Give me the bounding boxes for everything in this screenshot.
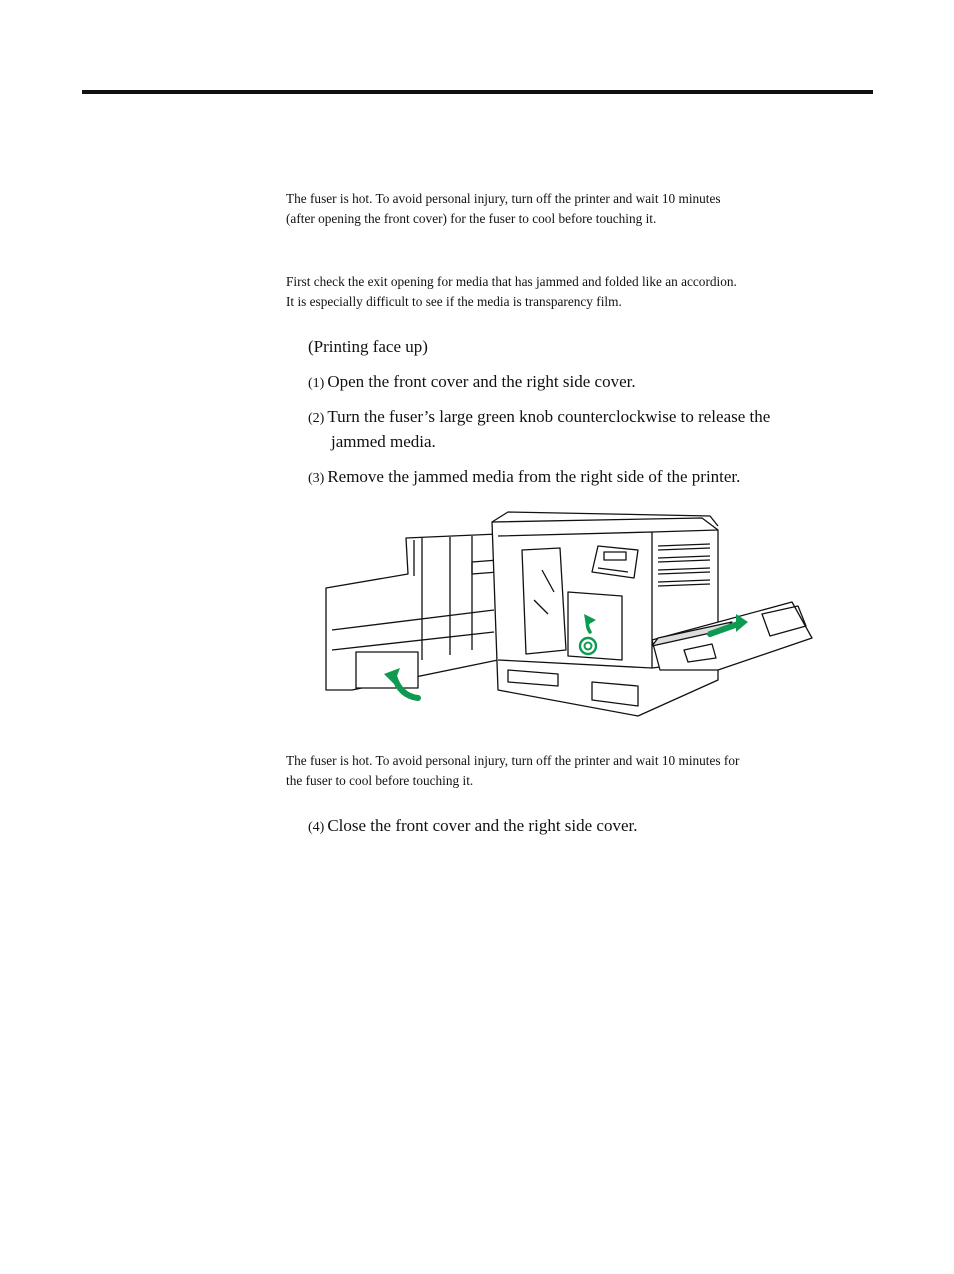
section-heading: (Printing face up) — [308, 337, 428, 356]
caution-line: the fuser to cool before touching it. — [286, 773, 474, 788]
step-text: Close the front cover and the right side cover. — [327, 816, 638, 835]
front-cover — [326, 534, 498, 690]
step-text: Open the front cover and the right side cover. — [327, 372, 636, 391]
note-check-exit — [286, 272, 876, 312]
caution-line: The fuser is hot. To avoid personal injury, turn off the printer and wait 10 minutes for — [286, 753, 740, 768]
caution-fuser-hot-1 — [286, 189, 876, 229]
step-4 — [308, 814, 878, 840]
step-number: (2) — [308, 411, 325, 426]
step-2-continuation: jammed media. — [331, 432, 436, 451]
caution-line: (after opening the front cover) for the fuser to cool before touching it. — [286, 211, 657, 226]
step-1 — [308, 370, 878, 396]
caution-line: The fuser is hot. To avoid personal injury, turn off the printer and wait 10 minutes — [286, 191, 721, 206]
note-line: It is especially difficult to see if the media is transparency film. — [286, 294, 622, 309]
printer-illustration — [322, 510, 816, 722]
note-line: First check the exit opening for media that has jammed and folded like an accordion. — [286, 274, 737, 289]
header-rule — [82, 90, 873, 94]
step-number: (1) — [308, 376, 325, 391]
step-text: Turn the fuser’s large green knob counterclockwise to release the — [327, 407, 771, 426]
step-number: (3) — [308, 471, 325, 486]
step-text: Remove the jammed media from the right side of the printer. — [327, 467, 741, 486]
caution-fuser-hot-2 — [286, 751, 876, 791]
step-number: (4) — [308, 820, 325, 835]
step-3 — [308, 465, 878, 491]
printer-body — [492, 512, 718, 716]
step-2 — [308, 405, 878, 431]
